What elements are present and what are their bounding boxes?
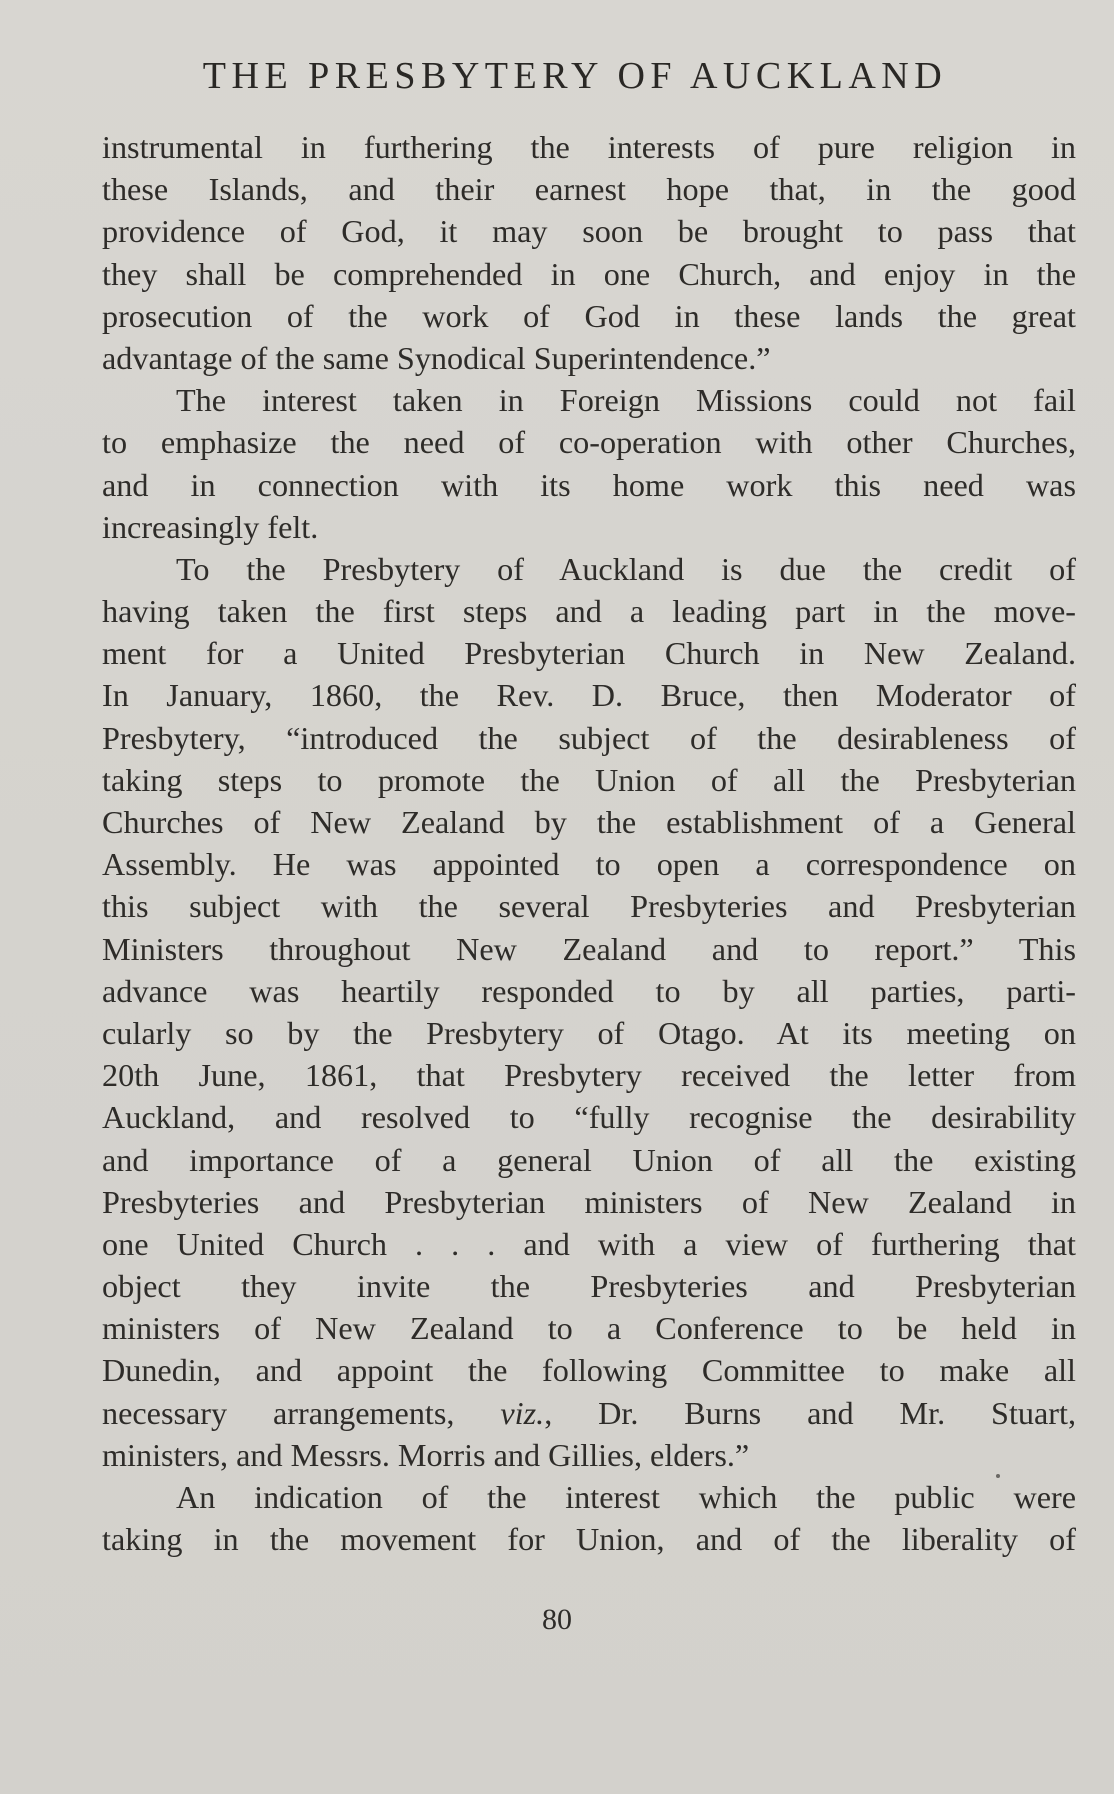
text-line: Auckland, and resolved to “fully recognise the desirability (102, 1099, 1076, 1136)
text-line: object they invite the Presbyteries and Presbyterian (102, 1268, 1076, 1305)
text-line: 20th June, 1861, that Presbytery received the letter from (102, 1057, 1076, 1094)
text-line: providence of God, it may soon be brought to pass that (102, 213, 1076, 250)
text-line: instrumental in furthering the interests of pure religion in (102, 129, 1076, 165)
running-head: THE PRESBYTERY OF AUCKLAND (202, 55, 948, 97)
text-line: to emphasize the need of co-operation with other Churches, (102, 424, 1076, 461)
text-line: In January, 1860, the Rev. D. Bruce, then Moderator of (102, 677, 1076, 714)
paragraph-first-line: The interest taken in Foreign Missions could not fail (176, 382, 1076, 419)
text-segment: necessary arrangements, (102, 1394, 501, 1431)
paragraph-first-line: An indication of the interest which the public were (176, 1479, 1076, 1515)
text-line: Presbytery, “introduced the subject of the desirableness of (102, 719, 1076, 756)
text-line: and in connection with its home work this need was (102, 466, 1076, 503)
text-line: Churches of New Zealand by the establishment of a General (102, 804, 1076, 840)
text-line: increasingly felt. (102, 508, 319, 545)
paragraph-first-line: To the Presbytery of Auckland is due the credit of (176, 550, 1076, 587)
text-line: prosecution of the work of God in these lands the great (102, 297, 1076, 334)
text-line: Ministers throughout New Zealand and to report.” This (102, 930, 1076, 967)
text-line: having taken the first steps and a leading part in the move- (102, 593, 1076, 630)
text-line: Presbyteries and Presbyterian ministers of New Zealand in (102, 1183, 1076, 1220)
text-line: ministers of New Zealand to a Conference to be held in (102, 1310, 1076, 1347)
text-line: ministers, and Messrs. Morris and Gillies, elders.” (102, 1436, 750, 1473)
text-line: advance was heartily responded to by all parties, parti- (102, 972, 1076, 1009)
text-line (102, 1392, 1076, 1434)
page-number: 80 (542, 1603, 572, 1636)
body-text (102, 126, 1076, 1560)
text-line: these Islands, and their earnest hope that, in the good (102, 171, 1076, 208)
text-line: they shall be comprehended in one Church, and enjoy in the (102, 255, 1076, 292)
text-line: one United Church . . . and with a view of furthering that (102, 1225, 1076, 1262)
text-segment: , Dr. Burns and Mr. Stuart, (544, 1394, 1076, 1431)
text-line: ment for a United Presbyterian Church in New Zealand. (102, 635, 1076, 672)
paper-speck (996, 1474, 1000, 1478)
text-line: taking steps to promote the Union of all the Presbyterian (102, 761, 1076, 798)
text-line: Assembly. He was appointed to open a correspondence on (102, 846, 1076, 883)
latin-abbreviation: viz. (500, 1394, 545, 1431)
text-line: cularly so by the Presbytery of Otago. At its meeting on (102, 1014, 1076, 1051)
text-line: Dunedin, and appoint the following Committee to make all (102, 1352, 1076, 1389)
text-line: this subject with the several Presbyteries and Presbyterian (102, 888, 1076, 925)
text-line: advantage of the same Synodical Superintendence.” (102, 339, 771, 376)
text-line: taking in the movement for Union, and of the liberality of (102, 1521, 1076, 1558)
text-line: and importance of a general Union of all the existing (102, 1141, 1076, 1178)
